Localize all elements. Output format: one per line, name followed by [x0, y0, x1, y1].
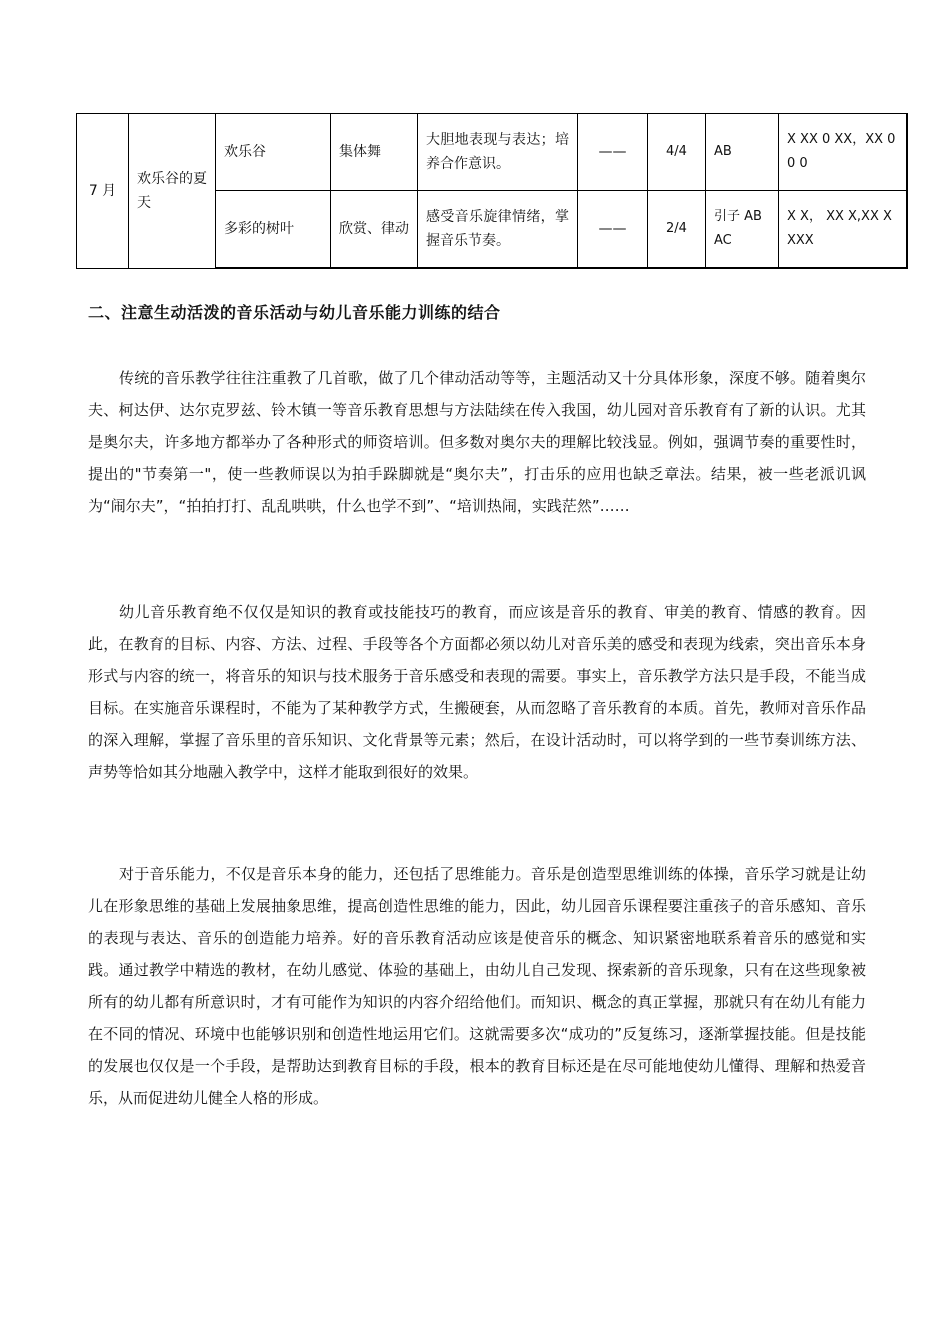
activity-type-cell: 集体舞: [331, 114, 418, 191]
activity-name-cell: 欢乐谷: [216, 114, 331, 191]
table-row: [77, 114, 907, 191]
section-heading: 二、注意生动活泼的音乐活动与幼儿音乐能力训练的结合: [88, 303, 501, 322]
body-paragraph: 对于音乐能力，不仅是音乐本身的能力，还包括了思维能力。音乐是创造型思维训练的体操，音乐学习就是让幼儿在形象思维的基础上发展抽象思维，提高创造性思维的能力，因此，幼儿园音乐课程要注重孩子的音乐感知、音乐的表现与表达、音乐的创造能力培养。好的音乐教育活动应该是使音乐的概念、知识紧密地联系着音乐的感觉和实践。通过教学中精选的教材，在幼儿感觉、体验的基础上，由幼儿自己发现、探索新的音乐现象，只有在这些现象被所有的幼儿都有所意识时，才有可能作为知识的内容介绍给他们。而知识、概念的真正掌握，那就只有在幼儿有能力在不同的情况、环境中也能够识别和创造性地运用它们。这就需要多次“成功的”反复练习，逐渐掌握技能。但是技能的发展也仅仅是一个手段，是帮助达到教育目标的手段，根本的教育目标还是在尽可能地使幼儿懂得、理解和热爱音乐，从而促进幼儿健全人格的形成。: [88, 865, 866, 1107]
month-cell: 7 月: [77, 114, 129, 269]
theme-cell: 欢乐谷的夏天: [129, 114, 216, 269]
rhythm-cell: X XX 0 XX，XX 0 0 0: [779, 114, 907, 191]
rhythm-cell: X X， XX X,XX XXXX: [779, 191, 907, 269]
body-paragraph: 传统的音乐教学往往注重教了几首歌，做了几个律动活动等等，主题活动又十分具体形象，深度不够。随着奥尔夫、柯达伊、达尔克罗兹、铃木镇一等音乐教育思想与方法陆续在传入我国，幼儿园对音乐教育有了新的认识。尤其是奥尔夫，许多地方都举办了各种形式的师资培训。但多数对奥尔夫的理解比较浅显。例如，强调节奏的重要性时，提出的"节奏第一"，使一些教师误以为拍手跺脚就是“奥尔夫”，打击乐的应用也缺乏章法。结果，被一些老派讥讽为“闹尔夫”，“拍拍打打、乱乱哄哄，什么也学不到”、“培训热闹，实践茫然”……: [88, 369, 866, 515]
body-paragraph: 幼儿音乐教育绝不仅仅是知识的教育或技能技巧的教育，而应该是音乐的教育、审美的教育、情感的教育。因此，在教育的目标、内容、方法、过程、手段等各个方面都必须以幼儿对音乐美的感受和表现为线索，突出音乐本身形式与内容的统一，将音乐的知识与技术服务于音乐感受和表现的需要。事实上，音乐教学方法只是手段，不能当成目标。在实施音乐课程时，不能为了某种教学方式，生搬硬套，从而忽略了音乐教育的本质。首先，教师对音乐作品的深入理解，掌握了音乐里的音乐知识、文化背景等元素；然后，在设计活动时，可以将学到的一些节奏训练方法、声势等恰如其分地融入教学中，这样才能取到很好的效果。: [88, 603, 866, 781]
form-cell: 引子 ABAC: [706, 191, 779, 269]
form-cell: AB: [706, 114, 779, 191]
activity-goal-cell: 大胆地表现与表达；培养合作意识。: [418, 114, 578, 191]
meter-cell: 4/4: [648, 114, 706, 191]
activity-type-cell: 欣赏、律动: [331, 191, 418, 269]
activity-name-cell: 多彩的树叶: [216, 191, 331, 269]
dash-cell: ——: [578, 114, 648, 191]
music-activity-table: [76, 113, 908, 269]
meter-cell: 2/4: [648, 191, 706, 269]
dash-cell: ——: [578, 191, 648, 269]
activity-goal-cell: 感受音乐旋律情绪，掌握音乐节奏。: [418, 191, 578, 269]
